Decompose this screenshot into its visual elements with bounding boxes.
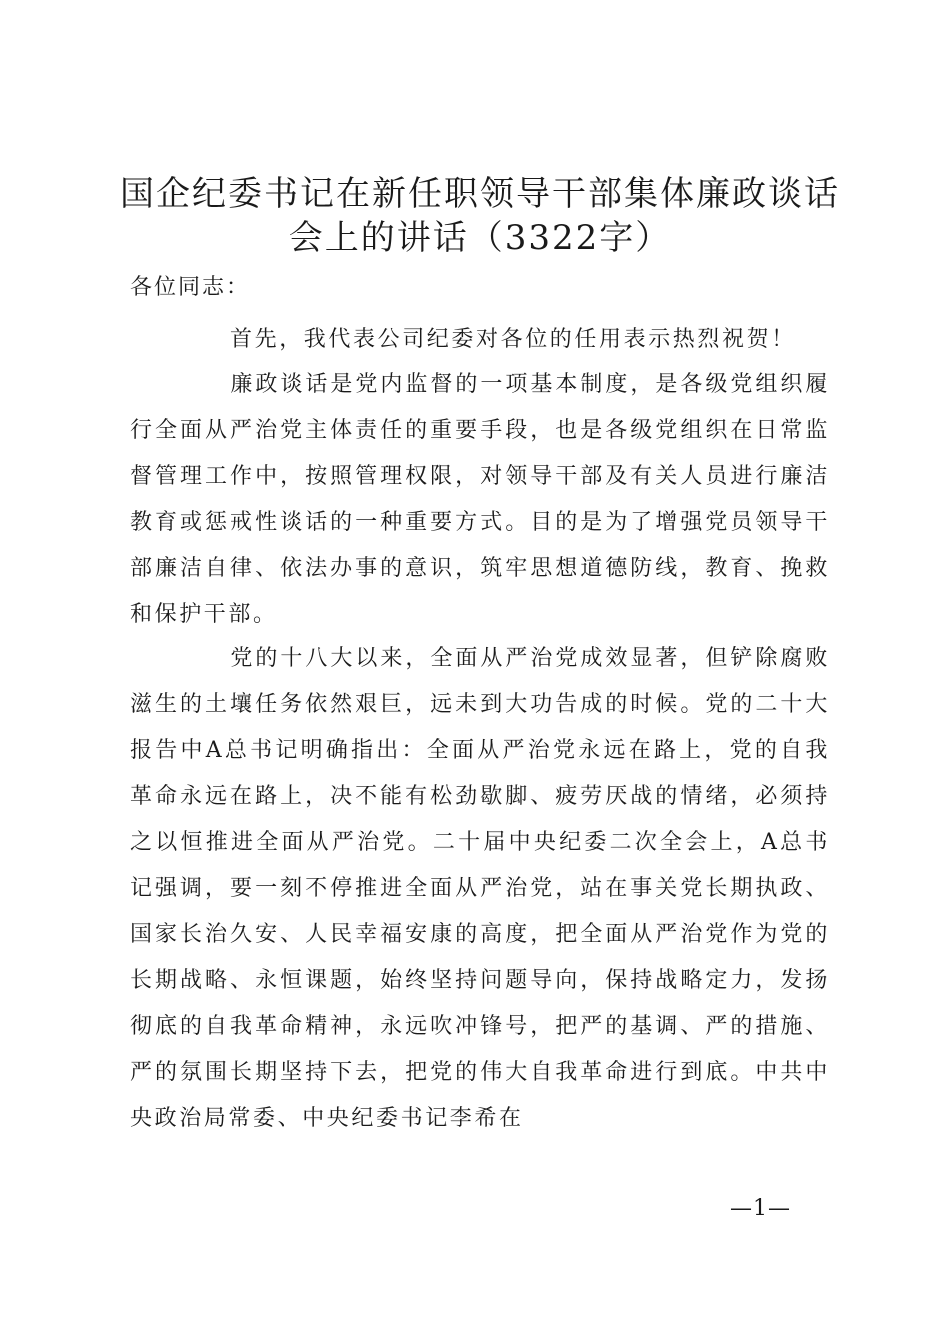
page-number: —1— (730, 1196, 791, 1221)
paragraph-party-governance (130, 636, 830, 1142)
paragraph-text: 廉政谈话是党内监督的一项基本制度，是各级党组织履行全面从严治党主体责任的重要手段，也是各级党组织在日常监督管理工作中，按照管理权限，对领导干部及有关人员进行廉洁教育或惩戒性谈话的一种重要方式。目的是为了增强党员领导干部廉洁自律、依法办事的意识，筑牢思想道德防线，教育、挽救和保护干部。 (130, 372, 830, 627)
paragraph-congratulation (130, 317, 830, 363)
document-title-line-1: 国企纪委书记在新任职领导干部集体廉政谈话 (120, 174, 840, 214)
paragraph-text: 首先，我代表公司纪委对各位的任用表示热烈祝贺！ (230, 327, 796, 352)
document-title-line-2: 会上的讲话（3322字） (288, 218, 672, 258)
salutation: 各位同志： (130, 275, 251, 300)
paragraph-integrity-talk (130, 362, 830, 638)
paragraph-text: 党的十八大以来，全面从严治党成效显著，但铲除腐败滋生的土壤任务依然艰巨，远未到大功告成的时候。党的二十大报告中A总书记明确指出：全面从严治党永远在路上，党的自我革命永远在路上，决不能有松劲歇脚、疲劳厌战的情绪，必须持之以恒推进全面从严治党。二十届中央纪委二次全会上，A总书记强调，要一刻不停推进全面从严治党，站在事关党长期执政、国家长治久安、人民幸福安康的高度，把全面从严治党作为党的长期战略、永恒课题，始终坚持问题导向，保持战略定力，发扬彻底的自我革命精神，永远吹冲锋号，把严的基调、严的措施、严的氛围长期坚持下去，把党的伟大自我革命进行到底。中共中央政治局常委、中央纪委书记李希在 (130, 646, 830, 1131)
